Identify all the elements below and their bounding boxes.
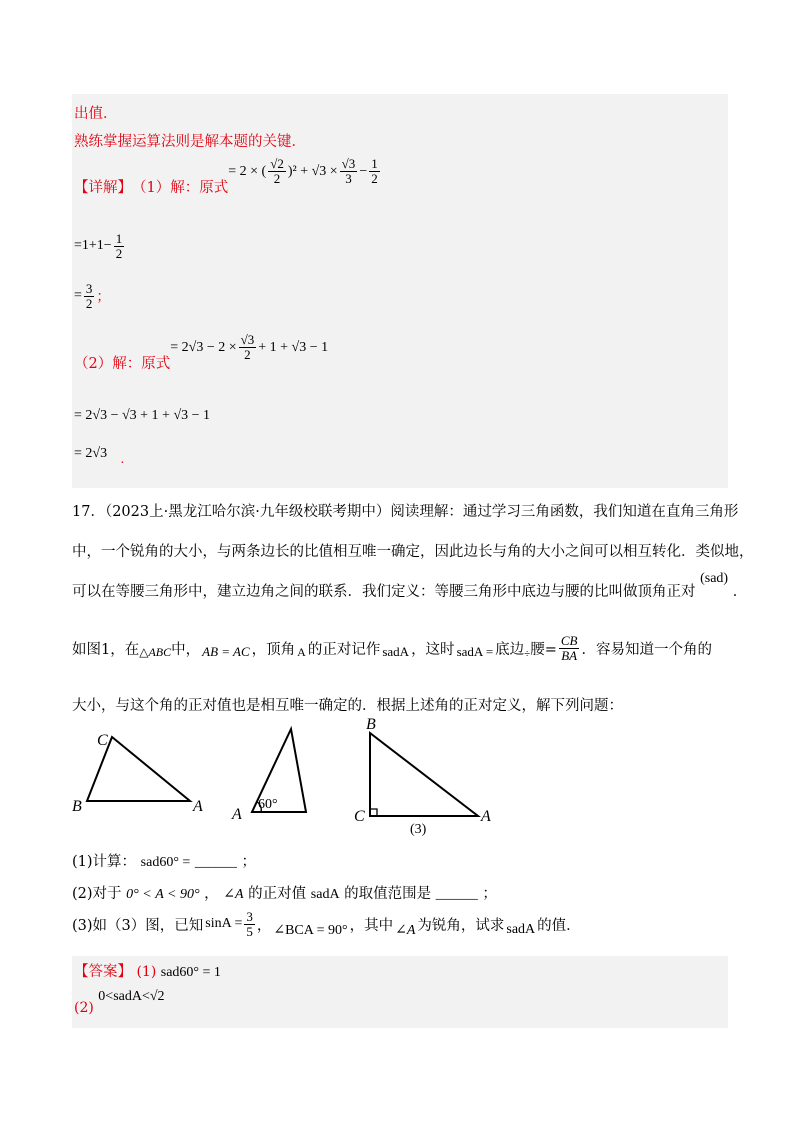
equation-3 bbox=[74, 282, 110, 310]
figures bbox=[72, 715, 532, 840]
question-2 bbox=[72, 882, 497, 903]
period: ． bbox=[732, 584, 748, 600]
denominator: 5 bbox=[246, 923, 253, 939]
numerator: 3 bbox=[85, 281, 93, 296]
text: 的取值范围是 bbox=[344, 886, 432, 902]
denominator: 2 bbox=[85, 295, 93, 311]
fraction bbox=[268, 157, 286, 185]
semicolon: ； bbox=[96, 290, 111, 306]
divide-sign: ÷ bbox=[524, 648, 531, 661]
eq-text: =1+1− bbox=[74, 238, 112, 254]
denominator: 2 bbox=[244, 347, 251, 362]
eq-text: )² + √3 × bbox=[287, 163, 338, 179]
text: 可以在等腰三角形中，建立边角之间的联系．我们定义：等腰三角形中底边与腰的比叫做顶角正对 bbox=[72, 584, 696, 600]
fraction bbox=[114, 232, 125, 260]
label-c: C bbox=[354, 808, 365, 825]
figure-2-triangle bbox=[231, 729, 306, 823]
equation-6 bbox=[74, 446, 125, 467]
label-a: A bbox=[193, 798, 203, 815]
answer-2 bbox=[74, 988, 165, 1016]
text: 底边 bbox=[495, 641, 525, 658]
label-a: A bbox=[232, 806, 242, 823]
numerator: √2 bbox=[270, 156, 284, 172]
denominator: 2 bbox=[273, 171, 281, 186]
denominator: 3 bbox=[345, 171, 352, 186]
angle-a: ∠A bbox=[395, 922, 416, 938]
right-angle-mark bbox=[370, 809, 377, 816]
blank: ______ bbox=[194, 855, 237, 870]
text: 为锐角，试求 bbox=[417, 917, 505, 934]
figure-3-triangle bbox=[354, 716, 491, 837]
expr: sad60° = bbox=[140, 855, 191, 870]
eq-text: + 1 + √3 − 1 bbox=[258, 339, 329, 355]
label-a: A bbox=[481, 808, 491, 825]
part1-label: （1）解：原式 bbox=[132, 180, 229, 196]
numerator: 1 bbox=[115, 231, 123, 246]
text: (3)如（3）图，已知 bbox=[72, 917, 204, 934]
part2-label: （2）解：原式 bbox=[74, 356, 171, 372]
right-triangle-shape bbox=[370, 733, 478, 816]
eq-text: = bbox=[74, 288, 82, 304]
answer-2-expr: 0<sadA<√2 bbox=[98, 989, 165, 1004]
numerator: √3 bbox=[240, 332, 255, 348]
text: 腰= bbox=[530, 641, 557, 658]
eq-text: − bbox=[359, 163, 368, 179]
question-3 bbox=[72, 910, 581, 938]
period: . bbox=[120, 452, 125, 467]
vertex-a: A bbox=[297, 644, 306, 659]
denominator: 2 bbox=[371, 171, 378, 186]
text: ．容易知道一个角的 bbox=[581, 641, 712, 658]
text: ，顶角 bbox=[251, 641, 296, 658]
question-line-1: 17．（2023上·黑龙江哈尔滨·九年级校联考期中）阅读理解：通过学习三角函数，我们知道在直角三角形 bbox=[72, 504, 739, 520]
text: ； bbox=[482, 886, 497, 902]
ab-eq-ac: AB = AC bbox=[202, 644, 250, 660]
fraction-3-5 bbox=[244, 910, 255, 938]
text: (1)计算： bbox=[72, 854, 137, 870]
text: ； bbox=[241, 854, 257, 870]
eq-text: = 2√3 − 2 × bbox=[170, 339, 237, 355]
denominator: BA bbox=[561, 647, 578, 663]
angle-60-label: 60° bbox=[258, 797, 278, 812]
sada-term: sadA bbox=[506, 922, 536, 938]
range-expr: 0° < A < 90° bbox=[126, 887, 200, 902]
numerator: 1 bbox=[371, 156, 378, 172]
blank: ______ bbox=[435, 887, 478, 902]
figure-1-triangle bbox=[72, 732, 203, 815]
fraction-cb-ba bbox=[559, 634, 580, 662]
equation-5: = 2√3 − √3 + 1 + √3 − 1 bbox=[74, 408, 211, 423]
eq-text: = 2√3 bbox=[74, 446, 108, 461]
numerator: √3 bbox=[341, 156, 356, 172]
triangle-abc: △ABC bbox=[139, 644, 172, 659]
sada-term: sadA bbox=[310, 887, 340, 902]
text: 的正对记作 bbox=[307, 641, 381, 658]
question-line-5: 大小，与这个角的正对值也是相互唯一确定的．根据上述角的正对定义，解下列问题： bbox=[72, 698, 623, 714]
detail-tag: 【详解】 bbox=[74, 180, 132, 196]
numerator: 3 bbox=[246, 909, 253, 924]
eq-text: = 2 × ( bbox=[228, 163, 267, 179]
text-line: 出值． bbox=[74, 106, 118, 122]
answer-2-label: (2) bbox=[74, 1000, 94, 1016]
text: 中， bbox=[171, 641, 201, 658]
question-line-2: 中，一个锐角的大小，与两条边长的比值相互唯一确定，因此边长与角的大小之间可以相互转化．类似地， bbox=[72, 544, 754, 560]
sada-term: sadA bbox=[382, 644, 410, 660]
text-line: 熟练掌握运算法则是解本题的关键． bbox=[74, 134, 306, 150]
label-b: B bbox=[72, 798, 82, 815]
angle-a: ∠A bbox=[223, 887, 244, 902]
sin-expr: sinA = bbox=[205, 916, 243, 932]
fraction bbox=[369, 157, 380, 185]
answer-1 bbox=[74, 960, 221, 981]
answer-box bbox=[72, 956, 728, 1028]
numerator: CB bbox=[560, 633, 578, 648]
sada-eq: sadA = bbox=[456, 644, 494, 660]
equation-4 bbox=[170, 333, 328, 361]
question-line-4 bbox=[72, 634, 712, 662]
text: (2)对于 bbox=[72, 886, 122, 902]
fraction bbox=[239, 333, 257, 361]
answer-1-expr: sad60° = 1 bbox=[160, 965, 221, 980]
detail-part2 bbox=[74, 330, 328, 373]
question-1 bbox=[72, 850, 256, 871]
label-b: B bbox=[366, 716, 376, 733]
detail-part1 bbox=[74, 156, 382, 197]
answer-tag: 【答案】 bbox=[74, 964, 132, 980]
question-line-3 bbox=[72, 571, 748, 600]
text: 如图1，在 bbox=[72, 641, 140, 658]
text: 的值． bbox=[537, 917, 581, 934]
fraction bbox=[340, 157, 358, 185]
angle-bca-expr: ∠BCA = 90° bbox=[273, 922, 348, 938]
answer-1-label: (1) bbox=[136, 964, 157, 980]
figure-caption: (3) bbox=[410, 822, 427, 837]
denominator: 2 bbox=[115, 245, 123, 261]
fraction bbox=[84, 282, 95, 310]
sad-term: (sad) bbox=[700, 571, 729, 586]
text: 的正对值 bbox=[248, 886, 307, 902]
text: ，其中 bbox=[349, 917, 394, 934]
equation-2 bbox=[74, 232, 126, 260]
text: ， bbox=[204, 886, 219, 902]
text: ， bbox=[256, 917, 272, 934]
explanation-box bbox=[72, 94, 728, 488]
label-c: C bbox=[97, 732, 108, 749]
equation-1 bbox=[228, 157, 381, 185]
text: ，这时 bbox=[411, 641, 455, 658]
